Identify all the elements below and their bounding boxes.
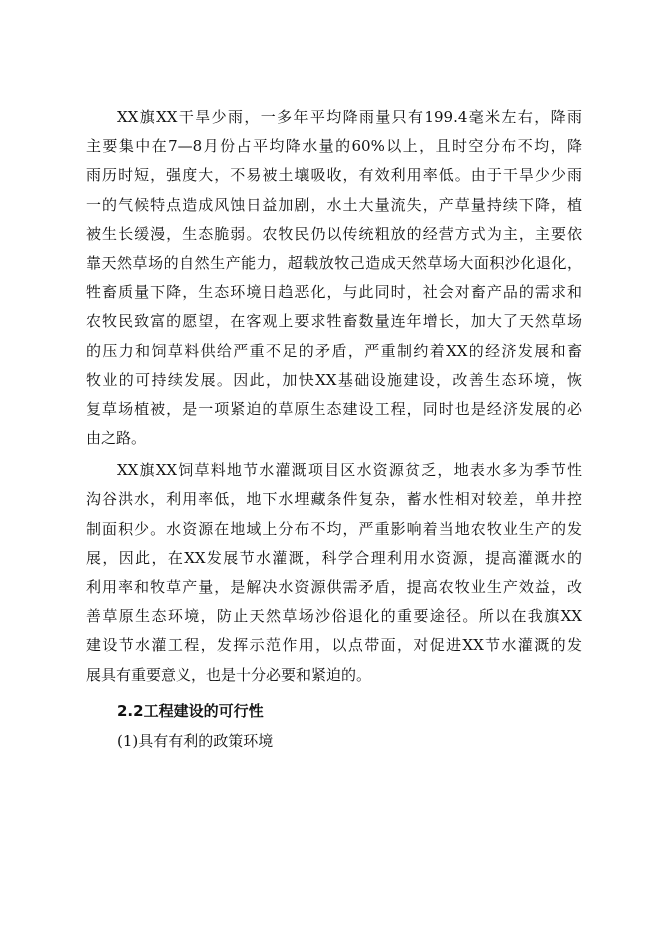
text-line: 展，因此，在XX发展节水灌溉，科学合理利用水资源，提高灌溉水的 bbox=[86, 548, 582, 567]
text-line: 建设节水灌工程，发挥示范作用，以点带面，对促进XX节水灌溉的发 bbox=[86, 636, 582, 655]
text-line: 沟谷洪水，利用率低，地下水埋藏条件复杂，蓄水性相对较差，单井控 bbox=[86, 490, 582, 509]
text-line: 由之路。 bbox=[86, 429, 147, 448]
document-body bbox=[86, 103, 582, 756]
paragraph-water-resources bbox=[86, 456, 582, 690]
text-line: 制面积少。水资源在地域上分布不均，严重影响着当地农牧业生产的发 bbox=[86, 519, 582, 538]
text-line: 善草原生态环境，防止天然草场沙俗退化的重要途径。所以在我旗XX bbox=[86, 607, 582, 626]
subsection-heading: (1)具有有利的政策环境 bbox=[117, 731, 274, 750]
text-line: 被生长缓漫，生态脆弱。农牧民仍以传统粗放的经营方式为主，主要依 bbox=[86, 224, 582, 243]
section-heading: 2.2工程建设的可行性 bbox=[117, 701, 264, 720]
text-line: XX旗XX干旱少雨，一多年平均降雨量只有199.4毫米左右，降雨 bbox=[117, 108, 582, 126]
text-line: 雨历时短，强度大，不易被土壤吸收，有效利用率低。由于干旱少少雨 bbox=[86, 166, 582, 185]
text-line: 主要集中在7—8月份占平均降水量的60%以上，且时空分布不均，降 bbox=[86, 137, 582, 156]
text-line: 牧业的可持续发展。因此，加快XX基础设施建设，改善生态环境，恢 bbox=[86, 370, 582, 389]
text-line: 利用率和牧草产量，是解决水资源供需矛盾，提高农牧业生产效益，改 bbox=[86, 578, 582, 596]
text-line: 农牧民致富的愿望，在客观上要求牲畜数量连年增长，加大了天然草场 bbox=[86, 312, 582, 331]
text-line: XX旗XX饲草料地节水灌溉项目区水资源贫乏，地表水多为季节性 bbox=[117, 461, 582, 480]
text-line: 的压力和饲草料供给严重不足的矛盾，严重制约着XX的经济发展和畜 bbox=[86, 341, 582, 360]
text-line: 展具有重要意义，也是十分必要和紧迫的。 bbox=[86, 665, 372, 684]
text-line: 复草场植被，是一项紧迫的草原生态建设工程，同时也是经济发展的必 bbox=[86, 399, 582, 418]
paragraph-water-scarcity-climate bbox=[86, 103, 582, 453]
text-line: 牲畜质量下降，生态环境日趋恶化，与此同时，社会对畜产品的需求和 bbox=[86, 283, 582, 302]
text-line: 靠天然草场的自然生产能力，超载放牧己造成天然草场大面积沙化退化， bbox=[86, 253, 582, 272]
text-line: 一的气候特点造成风蚀日益加剧，水土大量流失，产草量持续下降，植 bbox=[86, 195, 582, 214]
